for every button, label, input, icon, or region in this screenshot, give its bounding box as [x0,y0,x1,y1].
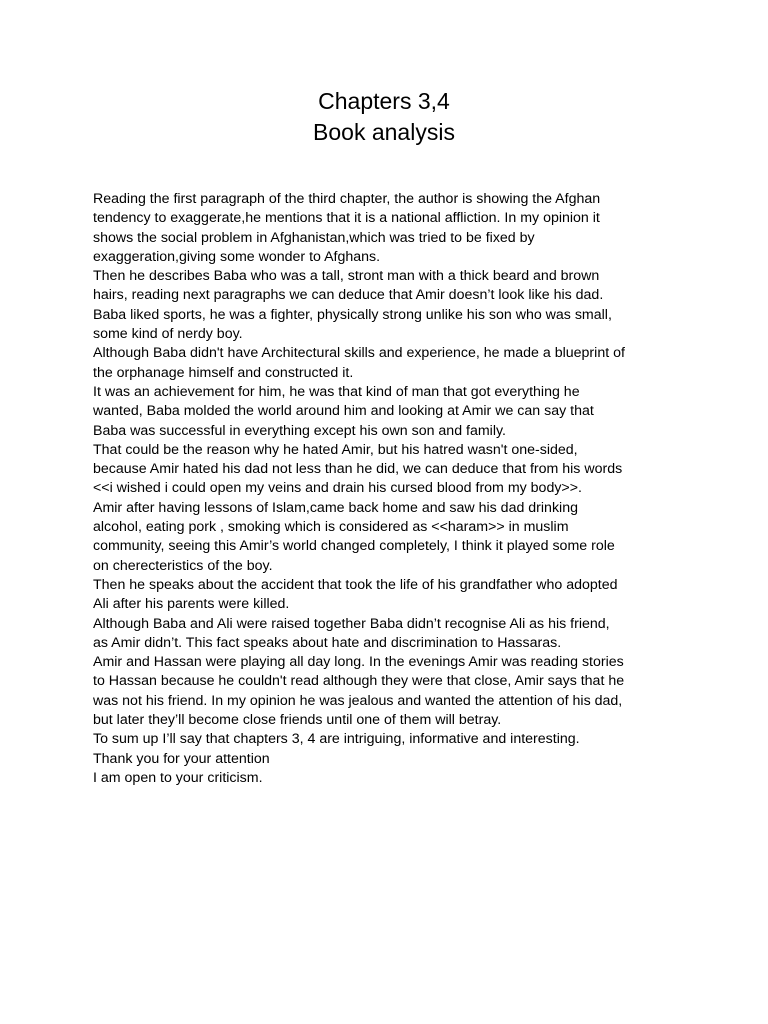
text-line: wanted, Baba molded the world around him and looking at Amir we can say that [93,403,594,420]
text-line: community, seeing this Amir’s world changed completely, I think it played some role [93,538,615,555]
text-line: Ali after his parents were killed. [93,596,290,613]
text-line: exaggeration,giving some wonder to Afghans. [93,248,381,265]
text-line: That could be the reason why he hated Amir, but his hatred wasn't one-sided, [93,441,578,458]
text-line: because Amir hated his dad not less than he did, we can deduce that from his words [93,461,623,478]
text-line: alcohol, eating pork , smoking which is considered as <<haram>> in muslim [93,519,569,536]
text-line: Reading the first paragraph of the third chapter, the author is showing the Afghan [93,191,601,207]
text-line: some kind of nerdy boy. [93,326,243,343]
text-line: was not his friend. In my opinion he was jealous and wanted the attention of his dad, [93,692,623,709]
title-block [0,86,768,148]
text-line: Amir and Hassan were playing all day long. In the evenings Amir was reading stories [93,654,624,671]
text-line: hairs, reading next paragraphs we can deduce that Amir doesn’t look like his dad. [93,287,604,304]
text-line: Baba was successful in everything except his own son and family. [93,422,506,439]
text-line: tendency to exaggerate,he mentions that it is a national affliction. In my opinion it [93,210,600,227]
text-line: Amir after having lessons of Islam,came back home and saw his dad drinking [93,499,578,516]
text-line: I am open to your criticism. [93,769,263,786]
text-line: on cherecteristics of the boy. [93,557,273,574]
title-line-2: Book analysis [313,119,455,145]
text-line: To sum up I’ll say that chapters 3, 4 are intriguing, informative and interesting. [93,731,580,748]
text-line: to Hassan because he couldn't read although they were that close, Amir says that he [93,673,625,690]
text-line: Thank you for your attention [93,750,270,767]
text-line: shows the social problem in Afghanistan,which was tried to be fixed by [93,229,535,246]
text-line: Although Baba didn't have Architectural skills and experience, he made a blueprint of [93,345,625,362]
text-line: but later they’ll become close friends until one of them will betray. [93,712,502,729]
text-line: the orphanage himself and constructed it. [93,364,354,381]
text-line: Although Baba and Ali were raised together Baba didn’t recognise Ali as his friend, [93,615,610,632]
title-line-1: Chapters 3,4 [318,88,450,114]
text-line: <<i wished i could open my veins and drain his cursed blood from my body>>. [93,480,582,497]
text-line: Then he describes Baba who was a tall, stront man with a thick beard and brown [93,268,600,285]
text-line: Baba liked sports, he was a fighter, physically strong unlike his son who was small, [93,306,612,323]
text-line: Then he speaks about the accident that took the life of his grandfather who adopted [93,576,618,593]
text-line: It was an achievement for him, he was that kind of man that got everything he [93,383,580,400]
body-text [93,190,683,788]
text-line: as Amir didn’t. This fact speaks about hate and discrimination to Hassaras. [93,634,562,651]
